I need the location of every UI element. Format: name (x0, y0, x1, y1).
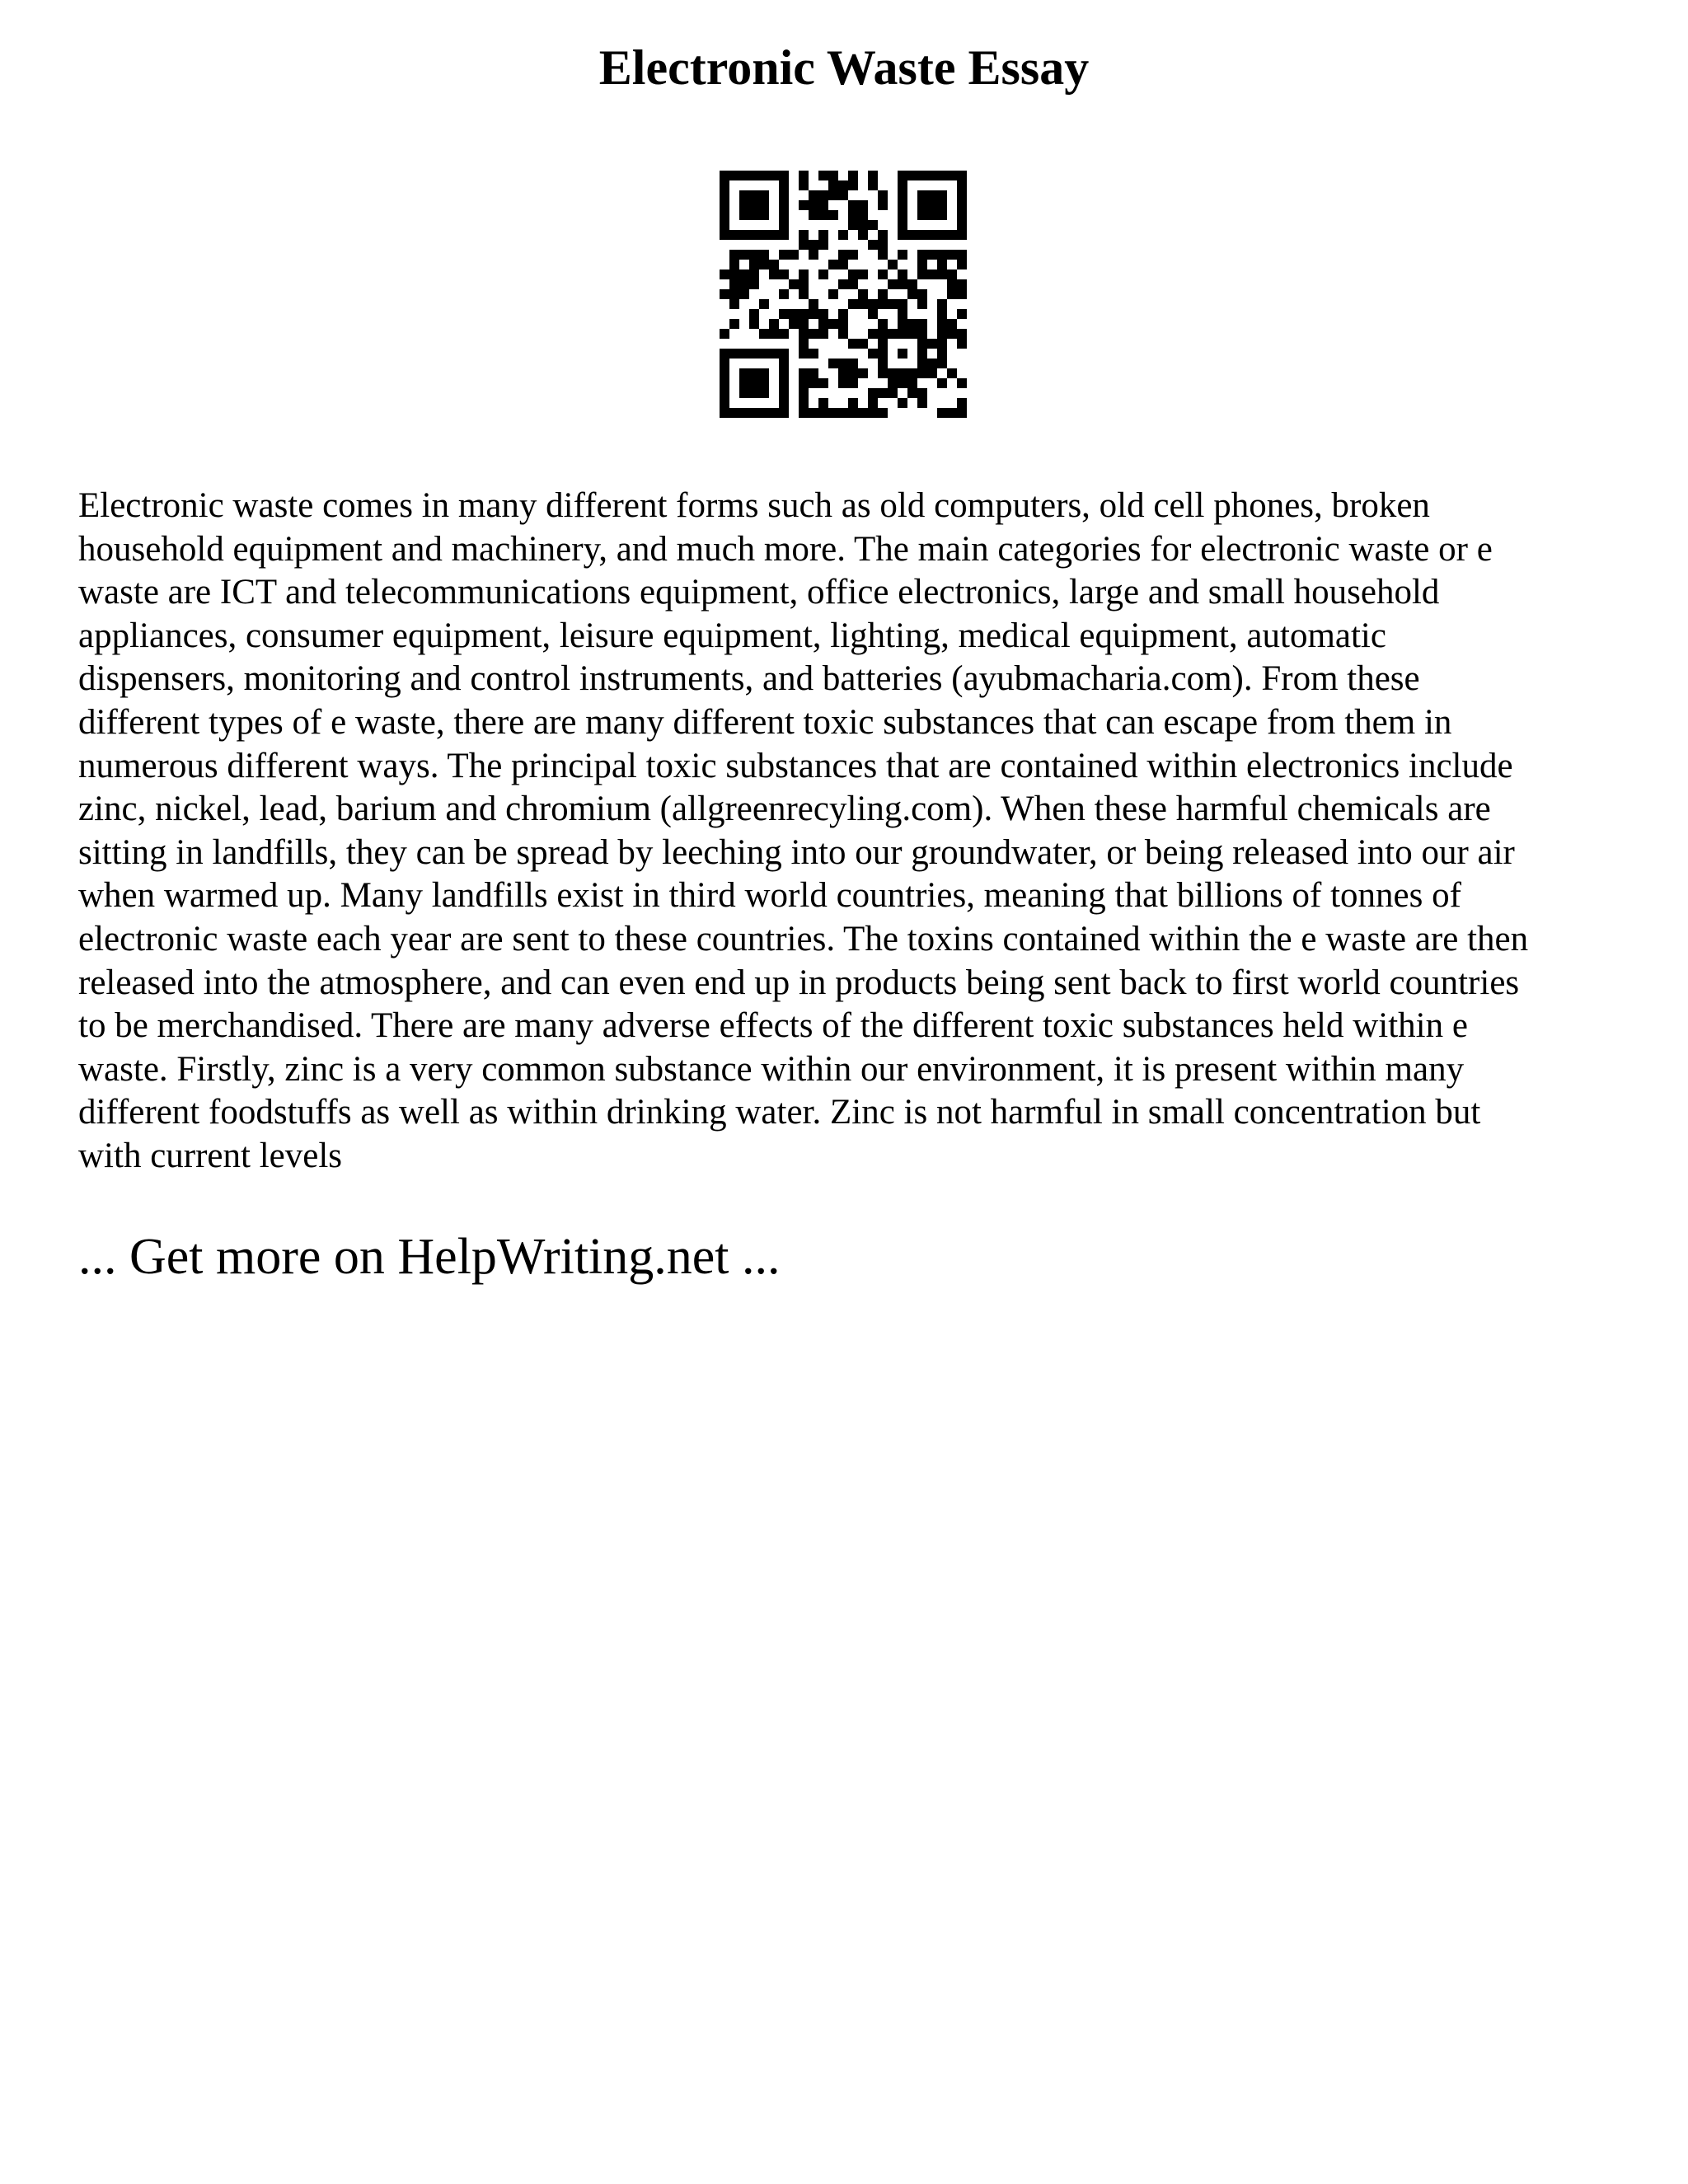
body-line: different foodstuffs as well as within drinking water. Zinc is not harmful in small concentration but (78, 1093, 1481, 1132)
body-line: released into the atmosphere, and can even end up in products being sent back to first world countries (78, 963, 1520, 1002)
body-line: sitting in landfills, they can be spread by leeching into our groundwater, or being released into our air (78, 832, 1515, 872)
essay-body (78, 485, 1628, 1179)
page-title: Electronic Waste Essay (598, 40, 1090, 95)
body-line: when warmed up. Many landfills exist in third world countries, meaning that billions of tonnes of (78, 876, 1461, 916)
body-line: numerous different ways. The principal toxic substances that are contained within electronics include (78, 746, 1513, 785)
body-line: household equipment and machinery, and much more. The main categories for electronic waste or e (78, 529, 1493, 569)
body-line: with current levels (78, 1136, 343, 1175)
body-line: waste are ICT and telecommunications equipment, office electronics, large and small household (78, 573, 1440, 612)
get-more-link[interactable]: ... Get more on HelpWriting.net ... (78, 1229, 781, 1285)
body-line: waste. Firstly, zinc is a very common substance within our environment, it is present within many (78, 1049, 1465, 1089)
body-line: to be merchandised. There are many adverse effects of the different toxic substances held within e (78, 1006, 1468, 1046)
body-line: different types of e waste, there are many different toxic substances that can escape from them in (78, 702, 1452, 742)
body-line: appliances, consumer equipment, leisure equipment, lighting, medical equipment, automatic (78, 616, 1386, 655)
body-line: zinc, nickel, lead, barium and chromium (allgreenrecyling.com). When these harmful chemicals are (78, 790, 1491, 829)
body-line: electronic waste each year are sent to these countries. The toxins contained within the e waste are then (78, 919, 1529, 958)
body-line: dispensers, monitoring and control instruments, and batteries (ayubmacharia.com). From these (78, 659, 1420, 699)
body-line: Electronic waste comes in many different forms such as old computers, old cell phones, broken (78, 486, 1430, 525)
qr-code-icon (720, 171, 967, 418)
